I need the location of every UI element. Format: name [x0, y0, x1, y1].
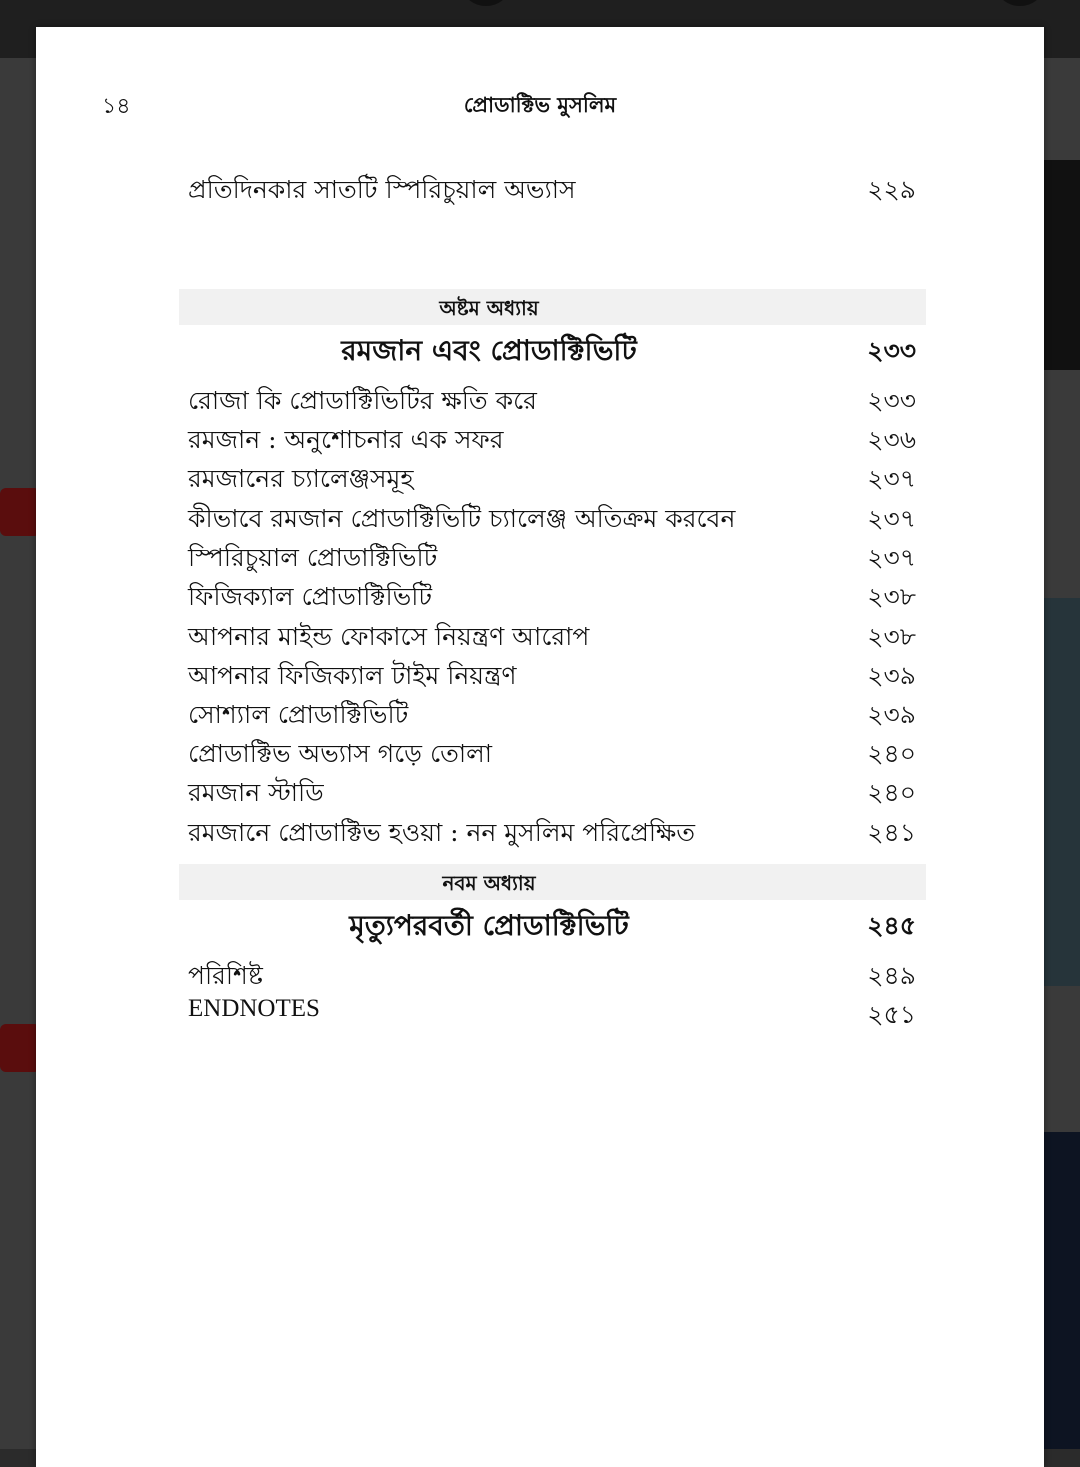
toc-entry-page: ২৩৭	[867, 464, 916, 493]
backdrop-accent	[0, 488, 40, 536]
chapter-9-page: ২৪৫	[867, 911, 916, 940]
toc-entry-title: প্রোডাক্টিভ অভ্যাস গড়ে তোলা	[188, 739, 493, 768]
chapter-9-label-band	[179, 864, 926, 900]
chapter-8-label: অষ্টম অধ্যায়	[439, 296, 539, 320]
toc-entry-page: ২৪৯	[867, 961, 916, 990]
toc-entry[interactable]	[188, 499, 916, 535]
toc-entry-title: রমজানে প্রোডাক্টিভ হওয়া : নন মুসলিম পরিপ্রেক্ষিত	[188, 818, 696, 847]
toc-entry[interactable]	[188, 656, 916, 692]
toc-entry[interactable]	[188, 577, 916, 613]
toc-entry[interactable]	[188, 995, 916, 1031]
chapter-9-heading[interactable]	[179, 904, 916, 944]
running-book-title: প্রোডাক্টিভ মুসলিম	[463, 92, 617, 117]
toc-entry-page: ২৩৯	[867, 661, 916, 690]
toc-entry[interactable]	[188, 734, 916, 770]
toc-entry-title: সোশ্যাল প্রোডাক্টিভিটি	[188, 700, 409, 729]
toc-entry-title: প্রতিদিনকার সাতটি স্পিরিচুয়াল অভ্যাস	[188, 175, 576, 204]
toc-entry[interactable]	[188, 381, 916, 417]
toc-entry[interactable]	[188, 773, 916, 809]
toc-entry-title: রোজা কি প্রোডাক্টিভিটির ক্ষতি করে	[188, 386, 537, 415]
chapter-8-label-band	[179, 289, 926, 325]
toc-entry-title: রমজান স্টাডি	[188, 778, 324, 807]
toc-entry[interactable]	[188, 170, 916, 206]
toc-entry-title: ENDNOTES	[188, 995, 320, 1022]
toc-entry[interactable]	[188, 459, 916, 495]
book-page	[36, 27, 1044, 1467]
toc-entry-title: ফিজিক্যাল প্রোডাক্টিভিটি	[188, 582, 433, 611]
toc-entry-title: রমজানের চ্যালেঞ্জসমূহ	[188, 464, 414, 493]
toc-entry[interactable]	[188, 538, 916, 574]
toc-entry-page: ২৩৭	[867, 504, 916, 533]
toc-entry-page: ২৩৯	[867, 700, 916, 729]
toc-entry[interactable]	[188, 420, 916, 456]
toc-entry-page: ২৪০	[867, 739, 916, 768]
toc-entry[interactable]	[188, 956, 916, 992]
page-number: ১৪	[102, 94, 131, 119]
toc-entry-page: ২৩৮	[867, 582, 916, 611]
toc-entry-title: আপনার মাইন্ড ফোকাসে নিয়ন্ত্রণ আরোপ	[188, 622, 590, 651]
toc-entry-page: ২৩৭	[867, 543, 916, 572]
toc-entry-title: রমজান : অনুশোচনার এক সফর	[188, 425, 504, 454]
toc-entry-title: স্পিরিচুয়াল প্রোডাক্টিভিটি	[188, 543, 438, 572]
toc-entry-page: ২৩৩	[867, 386, 916, 415]
chapter-9-label: নবম অধ্যায়	[442, 871, 536, 895]
toc-entry-page: ২৪১	[867, 818, 916, 847]
chapter-8-page: ২৩৩	[867, 336, 916, 365]
backdrop-accent	[0, 1024, 40, 1072]
toc-entry-page: ২৪০	[867, 778, 916, 807]
toc-entry[interactable]	[188, 695, 916, 731]
toc-entry-page: ২৫১	[867, 1000, 916, 1029]
toc-entry-page: ২৩৬	[867, 425, 916, 454]
toc-entry-title: আপনার ফিজিক্যাল টাইম নিয়ন্ত্রণ	[188, 661, 517, 690]
chapter-8-title: রমজান এবং প্রোডাক্টিভিটি	[341, 334, 637, 367]
toc-entry-title: পরিশিষ্ট	[188, 961, 263, 990]
toc-entry-page: ২২৯	[867, 175, 916, 204]
toc-entry-page: ২৩৮	[867, 622, 916, 651]
chapter-8-heading[interactable]	[179, 329, 916, 369]
chapter-9-title: মৃত্যুপরবর্তী প্রোডাক্টিভিটি	[349, 909, 629, 942]
toc-entry-title: কীভাবে রমজান প্রোডাক্টিভিটি চ্যালেঞ্জ অতিক্রম করবেন	[188, 504, 736, 533]
toc-entry[interactable]	[188, 813, 916, 849]
toc-entry[interactable]	[188, 617, 916, 653]
